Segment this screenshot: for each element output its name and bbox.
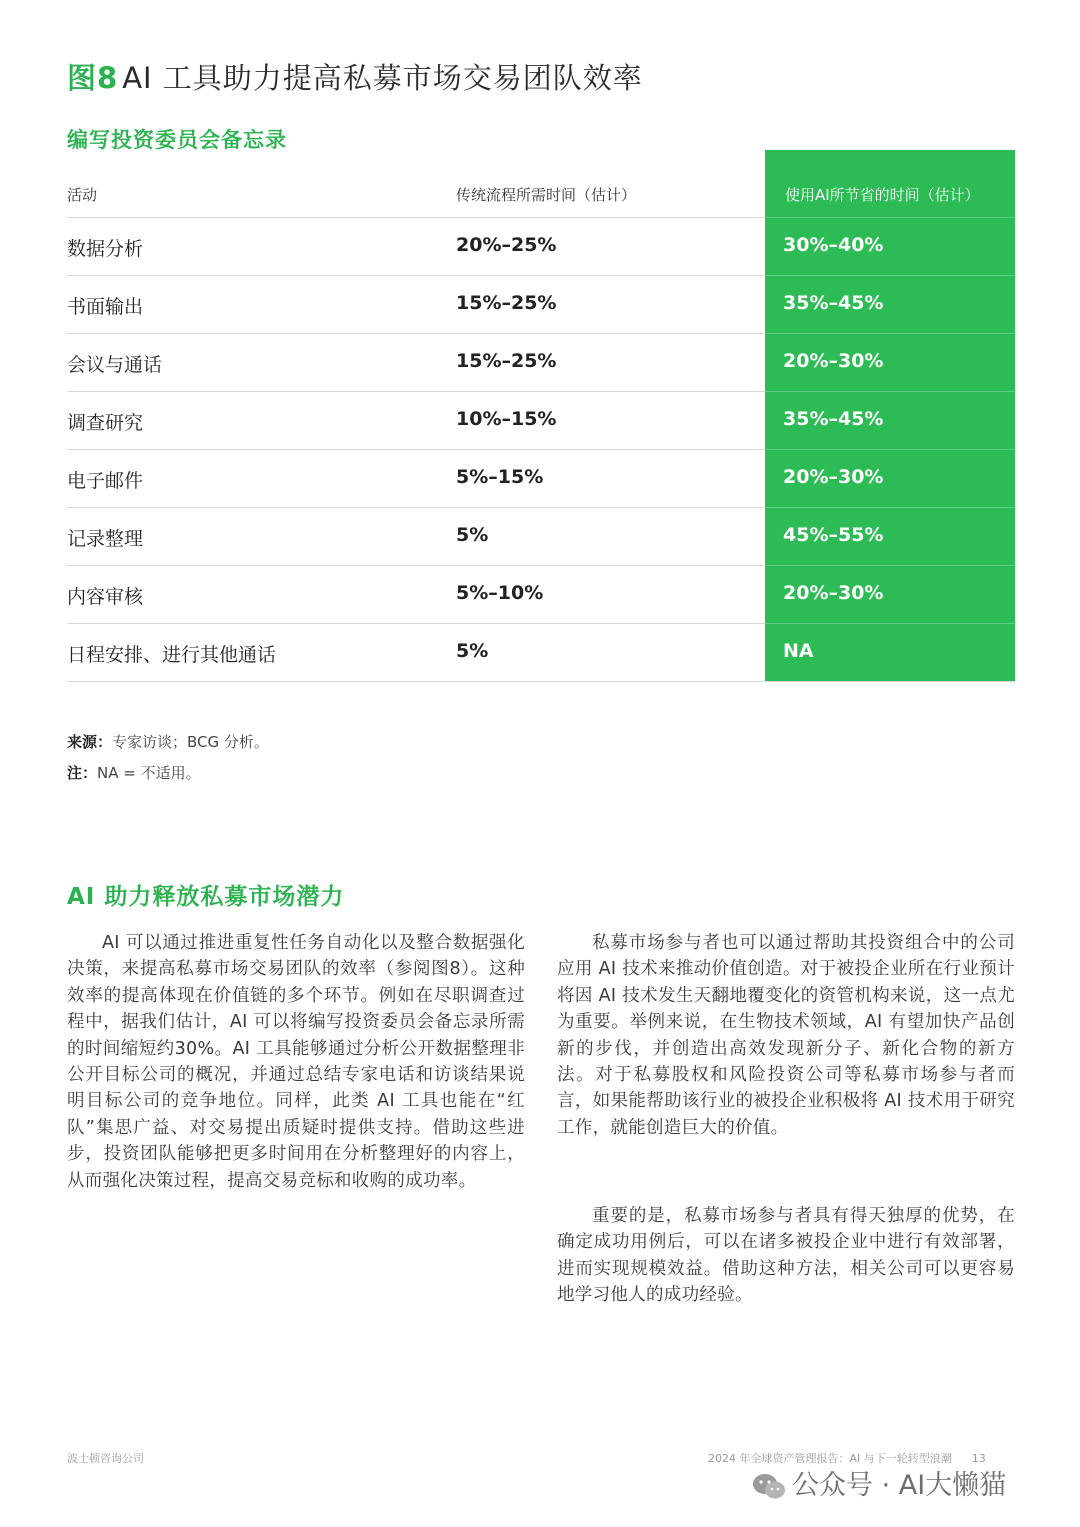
cell-traditional: 15%–25%: [456, 292, 557, 314]
body-paragraph: AI 可以通过推进重复性任务自动化以及整合数据强化决策，来提高私募市场交易团队的效率（参阅图8）。这种效率的提高体现在价值链的多个环节。例如在尽职调查过程中，据我们估计，AI 可以将编写投资委员会备忘录所需的时间缩短约30%。AI 工具能够通过分析公开数据整理非公开目标公司的概况，并通过总结专家电话和访谈结果说明目标公司的竞争地位。同样，此类 AI 工具也能在“红队”集思广益、对交易提出质疑时提供支持。借助这些进步，投资团队能够把更多时间用在分析整理好的内容上，从而强化决策过程，提高交易竞标和收购的成功率。: [67, 933, 525, 1191]
footer-report-title: 2024 年全球资产管理报告：AI 与下一轮转型浪潮: [708, 1452, 952, 1465]
watermark: [752, 1463, 1006, 1502]
page-number: 13: [971, 1452, 986, 1465]
cell-ai-savings: 20%–30%: [783, 466, 884, 488]
footer-company: 波士顿咨询公司: [67, 1452, 144, 1465]
cell-activity: 调查研究: [67, 412, 144, 434]
table-row: [67, 275, 1015, 333]
cell-ai-savings: 35%–45%: [783, 408, 884, 430]
figure-number: 图8: [67, 61, 119, 95]
cell-activity: 会议与通话: [67, 354, 163, 376]
source-note: [67, 727, 269, 758]
source-label: 来源：: [67, 733, 113, 751]
efficiency-table: [67, 217, 1015, 682]
note-text: NA = 不适用。: [97, 764, 201, 782]
cell-ai-savings: 20%–30%: [783, 350, 884, 372]
source-text: 专家访谈；BCG 分析。: [112, 733, 269, 751]
table-subtitle: 编写投资委员会备忘录: [67, 128, 287, 152]
cell-ai-savings: 35%–45%: [783, 292, 884, 314]
cell-traditional: 15%–25%: [456, 350, 557, 372]
table-row: [67, 623, 1015, 682]
cell-traditional: 5%: [456, 524, 489, 546]
table-row: [67, 507, 1015, 565]
table-notes: [67, 727, 269, 789]
watermark-text: 公众号 · AI大懒猫: [792, 1470, 1007, 1501]
cell-activity: 数据分析: [67, 238, 144, 260]
table-row: [67, 391, 1015, 449]
section-title: AI 助力释放私募市场潜力: [67, 884, 345, 910]
body-paragraph: 私募市场参与者也可以通过帮助其投资组合中的公司应用 AI 技术来推动价值创造。对于被投企业所在行业预计将因 AI 技术发生天翻地覆变化的资管机构来说，这一点尤为重要。举例来说，在生物技术领域，AI 有望加快产品创新的步伐，并创造出高效发现新分子、新化合物的新方法。对于私募股权和风险投资公司等私募市场参与者而言，如果能帮助该行业的被投企业积极将 AI 技术用于研究工作，就能创造巨大的价值。: [557, 933, 1015, 1138]
cell-activity: 记录整理: [67, 528, 144, 550]
table-row: [67, 217, 1015, 275]
figure-title-text: AI 工具助力提高私募市场交易团队效率: [122, 61, 643, 95]
table-row: [67, 449, 1015, 507]
cell-activity: 书面输出: [67, 296, 144, 318]
cell-ai-savings: 45%–55%: [783, 524, 884, 546]
cell-traditional: 5%–10%: [456, 582, 544, 604]
table-row: [67, 565, 1015, 623]
header-ai-savings: 使用AI所节省的时间（估计）: [785, 186, 980, 204]
wechat-icon: [752, 1470, 792, 1501]
cell-ai-savings: 30%–40%: [783, 234, 884, 256]
header-activity: 活动: [67, 186, 98, 204]
figure-title: [67, 56, 643, 97]
cell-activity: 日程安排、进行其他通话: [67, 644, 277, 666]
na-note: [67, 758, 269, 789]
cell-ai-savings: NA: [783, 640, 814, 662]
cell-traditional: 20%–25%: [456, 234, 557, 256]
header-traditional-time: 传统流程所需时间（估计）: [456, 186, 637, 204]
cell-ai-savings: 20%–30%: [783, 582, 884, 604]
note-label: 注：: [67, 764, 98, 782]
table-row: [67, 333, 1015, 391]
cell-traditional: 10%–15%: [456, 408, 557, 430]
cell-activity: 内容审核: [67, 586, 144, 608]
cell-activity: 电子邮件: [67, 470, 144, 492]
cell-traditional: 5%: [456, 640, 489, 662]
cell-traditional: 5%–15%: [456, 466, 544, 488]
body-paragraph: 重要的是，私募市场参与者具有得天独厚的优势，在确定成功用例后，可以在诸多被投企业中进行有效部署，进而实现规模效益。借助这种方法，相关公司可以更容易地学习他人的成功经验。: [557, 1206, 1015, 1306]
